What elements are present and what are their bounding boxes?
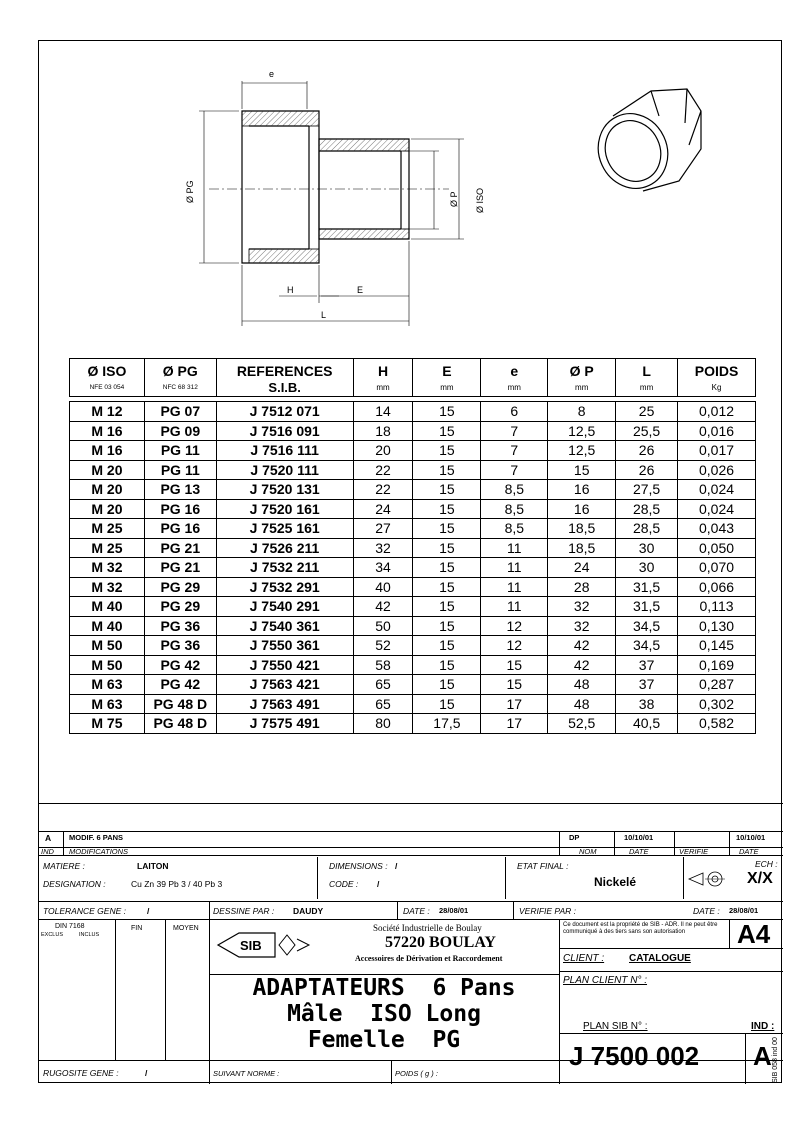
table-cell: 28,5 xyxy=(616,499,678,519)
tolerance-value: / xyxy=(147,906,150,916)
code-value: / xyxy=(377,879,380,889)
table-cell: 0,026 xyxy=(678,460,756,480)
table-cell: PG 11 xyxy=(144,460,216,480)
table-cell: 15 xyxy=(413,577,481,597)
table-cell: 0,169 xyxy=(678,655,756,675)
table-cell: PG 42 xyxy=(144,675,216,695)
table-cell: 30 xyxy=(616,558,678,578)
table-row xyxy=(70,519,756,539)
table-cell: 8,5 xyxy=(481,499,548,519)
table-cell: 0,145 xyxy=(678,636,756,656)
table-cell: 15 xyxy=(413,558,481,578)
table-cell: 18 xyxy=(353,421,413,441)
table-row xyxy=(70,675,756,695)
drawing-title xyxy=(209,975,559,1053)
table-cell: J 7532 211 xyxy=(216,558,353,578)
designation-value: Cu Zn 39 Pb 3 / 40 Pb 3 xyxy=(131,879,223,889)
table-cell: 58 xyxy=(353,655,413,675)
table-cell: 24 xyxy=(548,558,616,578)
table-row xyxy=(70,616,756,636)
table-cell: 15 xyxy=(413,597,481,617)
table-cell: PG 21 xyxy=(144,538,216,558)
table-row xyxy=(70,538,756,558)
table-cell: 25 xyxy=(616,402,678,422)
table-cell: 40 xyxy=(353,577,413,597)
table-cell: 48 xyxy=(548,675,616,695)
table-cell: 15 xyxy=(413,460,481,480)
table-cell: 8 xyxy=(548,402,616,422)
table-cell: 48 xyxy=(548,694,616,714)
table-cell: J 7540 291 xyxy=(216,597,353,617)
table-cell: 0,017 xyxy=(678,441,756,461)
client-value: CATALOGUE xyxy=(629,953,691,964)
table-cell: 0,066 xyxy=(678,577,756,597)
suivant-norme-label: SUIVANT NORME : xyxy=(213,1069,280,1078)
table-cell: 34,5 xyxy=(616,636,678,656)
table-cell: J 7526 211 xyxy=(216,538,353,558)
table-cell: J 7520 161 xyxy=(216,499,353,519)
modifications-label: MODIFICATIONS xyxy=(69,847,129,856)
date-label-2: DATE xyxy=(739,847,759,856)
table-cell: 18,5 xyxy=(548,519,616,539)
matiere-label: MATIERE : xyxy=(43,861,85,871)
table-row xyxy=(70,655,756,675)
table-cell: PG 21 xyxy=(144,558,216,578)
technical-drawing xyxy=(39,41,783,351)
table-cell: 17 xyxy=(481,694,548,714)
table-cell: 15 xyxy=(413,675,481,695)
table-cell: J 7520 111 xyxy=(216,460,353,480)
table-cell: 11 xyxy=(481,597,548,617)
dim-p-label: Ø P xyxy=(449,191,459,207)
table-cell: M 63 xyxy=(70,694,145,714)
table-cell: 15 xyxy=(413,421,481,441)
table-row xyxy=(70,558,756,578)
projection-symbol-icon xyxy=(687,869,727,889)
header-l: L xyxy=(616,359,678,379)
header-E: E xyxy=(413,359,481,379)
title-block xyxy=(39,803,783,1084)
specification-table xyxy=(69,358,756,734)
table-cell: 0,024 xyxy=(678,499,756,519)
subheader-e: mm xyxy=(481,379,548,397)
table-cell: J 7516 091 xyxy=(216,421,353,441)
table-cell: 27 xyxy=(353,519,413,539)
table-cell: M 40 xyxy=(70,616,145,636)
table-cell: 15 xyxy=(413,616,481,636)
plan-number: J 7500 002 xyxy=(569,1041,700,1071)
plan-index: A xyxy=(753,1041,772,1071)
table-row xyxy=(70,421,756,441)
part-3d-view xyxy=(586,89,701,200)
table-cell: 0,012 xyxy=(678,402,756,422)
table-cell: 0,050 xyxy=(678,538,756,558)
table-cell: 15 xyxy=(413,402,481,422)
table-cell: J 7550 361 xyxy=(216,636,353,656)
table-cell: 7 xyxy=(481,421,548,441)
table-cell: PG 13 xyxy=(144,480,216,500)
table-cell: J 7540 361 xyxy=(216,616,353,636)
table-cell: J 7532 291 xyxy=(216,577,353,597)
header-pg: Ø PG xyxy=(144,359,216,379)
revision-check-date: 10/10/01 xyxy=(736,833,766,842)
table-cell: 0,130 xyxy=(678,616,756,636)
table-cell: 15 xyxy=(413,519,481,539)
table-cell: 15 xyxy=(413,655,481,675)
table-cell: 31,5 xyxy=(616,597,678,617)
table-cell: 12,5 xyxy=(548,421,616,441)
table-cell: 11 xyxy=(481,558,548,578)
rugosite-label: RUGOSITE GENE : xyxy=(43,1068,119,1078)
dim-e-label: e xyxy=(269,69,275,79)
table-cell: 42 xyxy=(548,655,616,675)
table-cell: 65 xyxy=(353,694,413,714)
dim-L-label: L xyxy=(321,310,327,320)
dessine-label: DESSINE PAR : xyxy=(213,906,275,916)
echelle-label: ECH : xyxy=(755,859,778,869)
table-cell: 15 xyxy=(548,460,616,480)
date-label: DATE xyxy=(629,847,649,856)
code-label: CODE : xyxy=(329,879,359,889)
table-cell: 7 xyxy=(481,441,548,461)
header-p: Ø P xyxy=(548,359,616,379)
poids-label: POIDS ( g ) : xyxy=(395,1069,438,1078)
table-cell: 34,5 xyxy=(616,616,678,636)
table-cell: 24 xyxy=(353,499,413,519)
table-cell: M 75 xyxy=(70,714,145,734)
subheader-p: mm xyxy=(548,379,616,397)
table-cell: 22 xyxy=(353,460,413,480)
plan-ind-label: IND : xyxy=(751,1021,775,1032)
company-logo xyxy=(215,929,313,961)
table-cell: 26 xyxy=(616,441,678,461)
table-cell: 32 xyxy=(548,616,616,636)
title-line-3: Femelle PG xyxy=(307,1027,461,1053)
part-section-drawing xyxy=(39,41,783,351)
table-row xyxy=(70,499,756,519)
table-cell: 15 xyxy=(481,655,548,675)
dim-E-label: E xyxy=(357,285,364,295)
table-cell: 32 xyxy=(548,597,616,617)
table-row xyxy=(70,597,756,617)
table-cell: J 7563 421 xyxy=(216,675,353,695)
table-cell: 34 xyxy=(353,558,413,578)
table-cell: PG 48 D xyxy=(144,714,216,734)
table-cell: 37 xyxy=(616,675,678,695)
table-cell: 15 xyxy=(413,499,481,519)
table-cell: M 16 xyxy=(70,441,145,461)
table-cell: 52 xyxy=(353,636,413,656)
table-cell: PG 48 D xyxy=(144,694,216,714)
table-cell: PG 09 xyxy=(144,421,216,441)
client-label: CLIENT : xyxy=(563,953,605,964)
table-cell: 0,070 xyxy=(678,558,756,578)
table-cell: 26 xyxy=(616,460,678,480)
table-cell: J 7550 421 xyxy=(216,655,353,675)
rugosite-value: / xyxy=(145,1068,148,1078)
table-cell: M 20 xyxy=(70,480,145,500)
document-code: SIB 058 ind 00 xyxy=(772,1037,779,1083)
table-row xyxy=(70,714,756,734)
table-cell: 15 xyxy=(413,694,481,714)
table-cell: J 7525 161 xyxy=(216,519,353,539)
table-cell: 52,5 xyxy=(548,714,616,734)
table-cell: PG 11 xyxy=(144,441,216,461)
table-cell: 17,5 xyxy=(413,714,481,734)
subheader-E: mm xyxy=(413,379,481,397)
table-cell: 0,302 xyxy=(678,694,756,714)
table-cell: 0,582 xyxy=(678,714,756,734)
table-row xyxy=(70,577,756,597)
table-cell: PG 42 xyxy=(144,655,216,675)
table-row xyxy=(70,402,756,422)
table-cell: 12,5 xyxy=(548,441,616,461)
table-cell: 15 xyxy=(413,636,481,656)
table-cell: 31,5 xyxy=(616,577,678,597)
table-cell: 12 xyxy=(481,616,548,636)
table-cell: 16 xyxy=(548,480,616,500)
table-row xyxy=(70,480,756,500)
table-cell: 28 xyxy=(548,577,616,597)
header-references: REFERENCES xyxy=(216,359,353,379)
subheader-h: mm xyxy=(353,379,413,397)
dim-h-label: H xyxy=(287,285,294,295)
table-cell: 32 xyxy=(353,538,413,558)
format-value: A4 xyxy=(737,919,771,949)
table-cell: M 25 xyxy=(70,538,145,558)
table-row xyxy=(70,636,756,656)
subheader-l: mm xyxy=(616,379,678,397)
echelle-value: X/X xyxy=(747,870,773,887)
drawing-sheet xyxy=(38,40,782,1083)
table-cell: PG 36 xyxy=(144,616,216,636)
revision-text: MODIF. 6 PANS xyxy=(69,833,124,842)
subheader-references: S.I.B. xyxy=(216,379,353,397)
table-cell: M 20 xyxy=(70,499,145,519)
date-verifie-value: 28/08/01 xyxy=(729,906,759,915)
table-cell: 11 xyxy=(481,538,548,558)
table-cell: M 20 xyxy=(70,460,145,480)
table-cell: PG 29 xyxy=(144,597,216,617)
designation-label: DESIGNATION : xyxy=(43,879,106,889)
table-cell: 28,5 xyxy=(616,519,678,539)
table-cell: 14 xyxy=(353,402,413,422)
subheader-poids: Kg xyxy=(678,379,756,397)
table-cell: PG 16 xyxy=(144,499,216,519)
table-cell: 7 xyxy=(481,460,548,480)
table-cell: PG 07 xyxy=(144,402,216,422)
date-verifie-label: DATE : xyxy=(693,906,720,916)
table-cell: J 7575 491 xyxy=(216,714,353,734)
table-cell: 0,024 xyxy=(678,480,756,500)
table-cell: 11 xyxy=(481,577,548,597)
table-cell: J 7512 071 xyxy=(216,402,353,422)
dim-iso-label: Ø ISO xyxy=(475,187,485,213)
company-activity: Accessoires de Dérivation et Raccordement xyxy=(355,954,503,963)
dimensions-value: / xyxy=(395,861,398,871)
table-cell: M 63 xyxy=(70,675,145,695)
table-cell: PG 16 xyxy=(144,519,216,539)
table-cell: J 7516 111 xyxy=(216,441,353,461)
table-cell: 22 xyxy=(353,480,413,500)
table-cell: 30 xyxy=(616,538,678,558)
plan-sib-label: PLAN SIB N° : xyxy=(583,1021,648,1032)
date-dessine-value: 28/08/01 xyxy=(439,906,469,915)
table-cell: 8,5 xyxy=(481,519,548,539)
header-poids: POIDS xyxy=(678,359,756,379)
table-cell: 20 xyxy=(353,441,413,461)
table-cell: 15 xyxy=(413,441,481,461)
din-label: DIN 7168 xyxy=(55,923,85,930)
table-row xyxy=(70,460,756,480)
table-cell: 80 xyxy=(353,714,413,734)
revision-letter: A xyxy=(45,833,52,843)
table-cell: 18,5 xyxy=(548,538,616,558)
fin-label: FIN xyxy=(131,925,143,932)
table-cell: 0,113 xyxy=(678,597,756,617)
inclus-label: INCLUS xyxy=(79,932,100,938)
table-cell: 25,5 xyxy=(616,421,678,441)
table-cell: 12 xyxy=(481,636,548,656)
table-subheader-row xyxy=(70,379,756,397)
company-city: 57220 BOULAY xyxy=(385,934,496,951)
table-cell: 15 xyxy=(413,538,481,558)
tolerance-label: TOLERANCE GENE : xyxy=(43,906,126,916)
table-cell: 6 xyxy=(481,402,548,422)
table-cell: 38 xyxy=(616,694,678,714)
table-cell: 0,016 xyxy=(678,421,756,441)
exclus-label: EXCLUS xyxy=(41,932,64,938)
dim-pg-label: Ø PG xyxy=(185,180,195,203)
revision-author: DP xyxy=(569,833,580,842)
dessine-value: DAUDY xyxy=(293,906,324,916)
subheader-pg: NFC 68 312 xyxy=(144,379,216,397)
table-cell: M 50 xyxy=(70,636,145,656)
table-cell: 40,5 xyxy=(616,714,678,734)
table-cell: M 16 xyxy=(70,421,145,441)
header-iso: Ø ISO xyxy=(70,359,145,379)
table-body xyxy=(70,402,756,734)
table-cell: 42 xyxy=(548,636,616,656)
subheader-iso: NFE 03 054 xyxy=(70,379,145,397)
date-dessine-label: DATE : xyxy=(403,906,430,916)
table-cell: M 12 xyxy=(70,402,145,422)
matiere-value: LAITON xyxy=(137,861,169,871)
etat-final-label: ETAT FINAL : xyxy=(517,861,569,871)
table-cell: M 32 xyxy=(70,577,145,597)
svg-text:SIB: SIB xyxy=(240,938,262,953)
table-cell: 65 xyxy=(353,675,413,695)
table-cell: M 32 xyxy=(70,558,145,578)
verifie-label: VERIFIE xyxy=(679,847,709,856)
table-cell: M 50 xyxy=(70,655,145,675)
ownership-notice: Ce document est la propriété de SIB - ADR. Il ne peut être communiqué à des tiers sans son autorisation xyxy=(563,922,718,935)
etat-final-value: Nickelé xyxy=(594,875,637,889)
table-cell: 15 xyxy=(413,480,481,500)
table-cell: 0,043 xyxy=(678,519,756,539)
header-e: e xyxy=(481,359,548,379)
revision-date: 10/10/01 xyxy=(624,833,654,842)
plan-client-label: PLAN CLIENT N° : xyxy=(563,975,648,986)
nom-label: NOM xyxy=(579,847,597,856)
table-cell: 37 xyxy=(616,655,678,675)
table-cell: M 25 xyxy=(70,519,145,539)
ind-label: IND xyxy=(41,847,54,856)
table-cell: 8,5 xyxy=(481,480,548,500)
table-cell: PG 36 xyxy=(144,636,216,656)
table-cell: M 40 xyxy=(70,597,145,617)
table-cell: 16 xyxy=(548,499,616,519)
table-header-row xyxy=(70,359,756,379)
table-cell: 17 xyxy=(481,714,548,734)
table-cell: 15 xyxy=(481,675,548,695)
company-name: Société Industrielle de Boulay xyxy=(373,923,482,933)
moyen-label: MOYEN xyxy=(173,925,199,932)
table-row xyxy=(70,441,756,461)
dimensions-label: DIMENSIONS : xyxy=(329,861,388,871)
table-row xyxy=(70,694,756,714)
header-h: H xyxy=(353,359,413,379)
table-cell: PG 29 xyxy=(144,577,216,597)
table-cell: 42 xyxy=(353,597,413,617)
table-cell: J 7520 131 xyxy=(216,480,353,500)
verifie-par-label: VERIFIE PAR : xyxy=(519,906,576,916)
table-cell: 50 xyxy=(353,616,413,636)
title-line-1: ADAPTATEURS 6 Pans xyxy=(252,975,516,1001)
table-cell: 27,5 xyxy=(616,480,678,500)
title-line-2: Mâle ISO Long xyxy=(287,1001,481,1027)
table-cell: J 7563 491 xyxy=(216,694,353,714)
table-cell: 0,287 xyxy=(678,675,756,695)
